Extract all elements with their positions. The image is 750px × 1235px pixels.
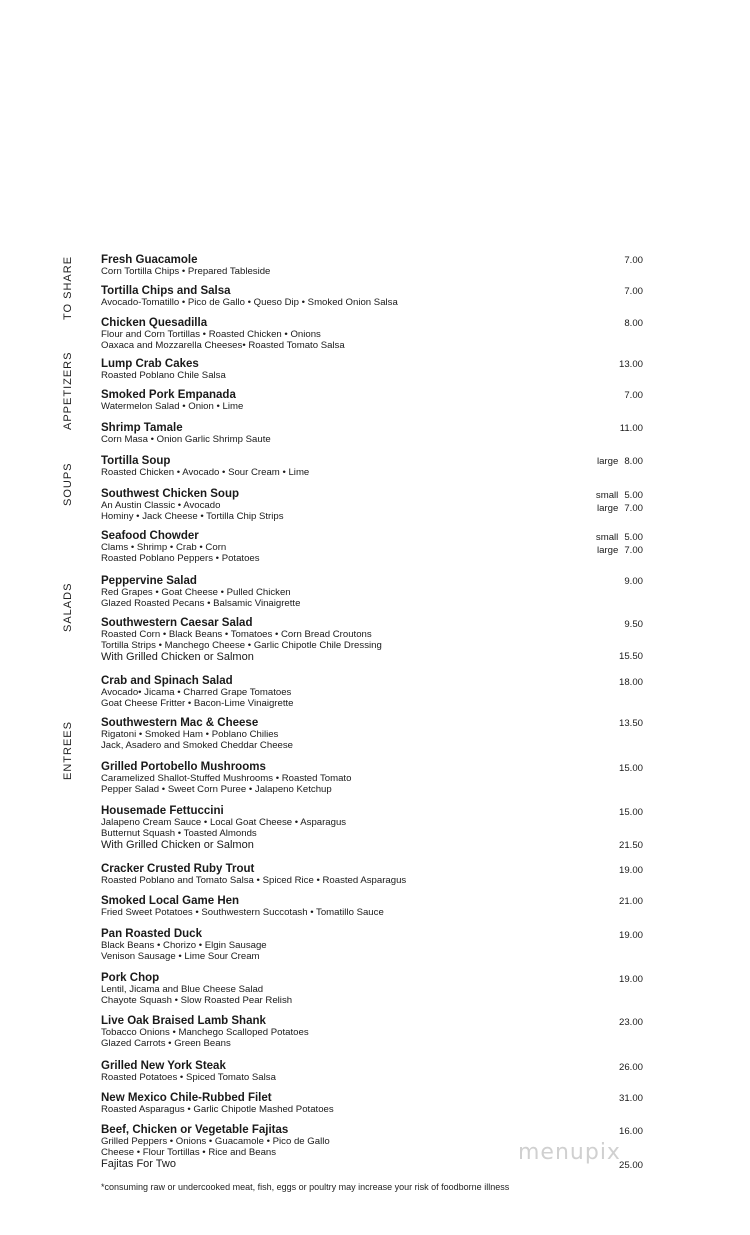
item-name: Smoked Local Game Hen bbox=[101, 895, 240, 907]
item-name: Live Oak Braised Lamb Shank bbox=[101, 1015, 266, 1027]
item-name: Crab and Spinach Salad bbox=[101, 675, 233, 687]
item-price: 19.00 bbox=[618, 974, 643, 985]
item-name: Shrimp Tamale bbox=[101, 422, 183, 434]
item-name: Grilled Portobello Mushrooms bbox=[101, 761, 266, 773]
item-desc: Rigatoni • Smoked Ham • Poblano Chilies bbox=[101, 729, 279, 740]
item-price: 7.00 bbox=[624, 503, 643, 514]
menu-item-tortilla-chips-and-salsa bbox=[101, 285, 643, 309]
item-desc: Roasted Poblano Peppers • Potatoes bbox=[101, 552, 260, 564]
item-name: Cracker Crusted Ruby Trout bbox=[101, 863, 255, 875]
menu-item-lamb-shank bbox=[101, 1015, 643, 1049]
size-label: large bbox=[596, 503, 619, 514]
menu-item-fresh-guacamole bbox=[101, 254, 643, 278]
item-price: 13.00 bbox=[618, 359, 643, 370]
item-desc: Corn Masa • Onion Garlic Shrimp Saute bbox=[101, 434, 271, 445]
item-desc: Avocado-Tomatillo • Pico de Gallo • Queso Dip • Smoked Onion Salsa bbox=[101, 297, 398, 308]
section-label-entrees: ENTREES bbox=[62, 721, 74, 780]
item-price: 7.00 bbox=[624, 390, 643, 401]
item-price: 18.00 bbox=[618, 677, 643, 688]
menu-item-crab-and-spinach-salad bbox=[101, 675, 643, 709]
item-desc: Roasted Corn • Black Beans • Tomatoes • Corn Bread Croutons bbox=[101, 629, 372, 640]
item-price: 8.00 bbox=[624, 456, 643, 467]
item-desc: Goat Cheese Fritter • Bacon-Lime Vinaigrette bbox=[101, 697, 294, 709]
menu-item-southwest-chicken-soup bbox=[101, 488, 643, 522]
item-price: 16.00 bbox=[618, 1126, 643, 1137]
item-price: 23.00 bbox=[618, 1017, 643, 1028]
item-desc: Flour and Corn Tortillas • Roasted Chicken • Onions bbox=[101, 329, 321, 340]
item-desc: Lentil, Jicama and Blue Cheese Salad bbox=[101, 984, 264, 995]
item-desc: Chayote Squash • Slow Roasted Pear Relish bbox=[101, 994, 293, 1006]
menu-item-shrimp-tamale bbox=[101, 422, 643, 446]
menu-item-chicken-quesadilla bbox=[101, 317, 643, 351]
item-name: Southwest Chicken Soup bbox=[101, 488, 240, 500]
item-price: 21.00 bbox=[618, 896, 643, 907]
item-price: 11.00 bbox=[619, 423, 643, 434]
size-label: large bbox=[596, 456, 619, 467]
item-desc: Pepper Salad • Sweet Corn Puree • Jalapeno Ketchup bbox=[101, 783, 332, 795]
item-name: Southwestern Caesar Salad bbox=[101, 617, 253, 629]
menu-item-pork-chop bbox=[101, 972, 643, 1006]
item-name: Grilled New York Steak bbox=[101, 1060, 226, 1072]
menu-item-tortilla-soup bbox=[101, 455, 643, 479]
item-price: 7.00 bbox=[624, 545, 643, 556]
size-label: large bbox=[596, 545, 619, 556]
item-price: 7.00 bbox=[624, 286, 643, 297]
item-desc: Roasted Potatoes • Spiced Tomato Salsa bbox=[101, 1072, 276, 1083]
menu-item-lump-crab-cakes bbox=[101, 358, 643, 382]
item-name: Chicken Quesadilla bbox=[101, 317, 208, 329]
item-price: 9.00 bbox=[624, 576, 643, 587]
item-price: 7.00 bbox=[624, 255, 643, 266]
item-price-row bbox=[596, 489, 643, 502]
menu-item-grilled-portobello bbox=[101, 761, 643, 795]
item-name: Southwestern Mac & Cheese bbox=[101, 717, 259, 729]
item-addon-price: 15.50 bbox=[618, 651, 643, 662]
item-price: 15.00 bbox=[618, 807, 643, 818]
section-label-appetizers: APPETIZERS bbox=[62, 351, 74, 430]
item-price-row bbox=[597, 502, 643, 515]
item-desc: Butternut Squash • Toasted Almonds bbox=[101, 827, 257, 839]
item-desc: Grilled Peppers • Onions • Guacamole • Pico de Gallo bbox=[101, 1136, 330, 1147]
item-addon-price: 25.00 bbox=[618, 1160, 643, 1171]
item-desc: Venison Sausage • Lime Sour Cream bbox=[101, 950, 260, 962]
menu-item-southwestern-caesar-salad bbox=[101, 617, 643, 663]
size-label: small bbox=[595, 532, 619, 543]
item-name: Lump Crab Cakes bbox=[101, 358, 199, 370]
item-name: Pan Roasted Duck bbox=[101, 928, 202, 940]
item-desc: Fried Sweet Potatoes • Southwestern Succotash • Tomatillo Sauce bbox=[101, 907, 384, 918]
item-desc: Jalapeno Cream Sauce • Local Goat Cheese • Asparagus bbox=[101, 817, 347, 828]
menu-item-chile-rubbed-filet bbox=[101, 1092, 643, 1116]
item-name: Pork Chop bbox=[101, 972, 160, 984]
item-addon: With Grilled Chicken or Salmon bbox=[101, 651, 254, 663]
item-desc: Tortilla Strips • Manchego Cheese • Garlic Chipotle Chile Dressing bbox=[101, 639, 382, 651]
item-name: Tortilla Chips and Salsa bbox=[101, 285, 231, 297]
item-desc: Watermelon Salad • Onion • Lime bbox=[101, 401, 244, 412]
menu-item-smoked-local-game-hen bbox=[101, 895, 643, 919]
menu-item-peppervine-salad bbox=[101, 575, 643, 609]
item-desc: Jack, Asadero and Smoked Cheddar Cheese bbox=[101, 739, 293, 751]
item-name: Housemade Fettuccini bbox=[101, 805, 224, 817]
item-name: New Mexico Chile-Rubbed Filet bbox=[101, 1092, 272, 1104]
item-name: Tortilla Soup bbox=[101, 455, 171, 467]
item-desc: Hominy • Jack Cheese • Tortilla Chip Strips bbox=[101, 510, 284, 522]
item-desc: Cheese • Flour Tortillas • Rice and Beans bbox=[101, 1146, 277, 1158]
item-addon: Fajitas For Two bbox=[101, 1158, 176, 1170]
size-label: small bbox=[595, 490, 619, 501]
item-desc: Glazed Carrots • Green Beans bbox=[101, 1037, 231, 1049]
item-price: 19.00 bbox=[618, 930, 643, 941]
menu-item-southwestern-mac-cheese bbox=[101, 717, 643, 751]
item-name: Fresh Guacamole bbox=[101, 254, 198, 266]
item-price: 15.00 bbox=[618, 763, 643, 774]
menu-item-grilled-new-york-steak bbox=[101, 1060, 643, 1084]
item-price: 13.50 bbox=[618, 718, 643, 729]
section-label-to-share: TO SHARE bbox=[62, 255, 74, 320]
menupix-watermark: menupix bbox=[518, 1140, 621, 1165]
item-desc: Avocado• Jicama • Charred Grape Tomatoes bbox=[101, 687, 292, 698]
item-addon: With Grilled Chicken or Salmon bbox=[101, 839, 254, 851]
item-name: Smoked Pork Empanada bbox=[101, 389, 236, 401]
item-price: 9.50 bbox=[624, 619, 643, 630]
item-desc: Red Grapes • Goat Cheese • Pulled Chicken bbox=[101, 587, 291, 598]
menu-item-housemade-fettuccini bbox=[101, 805, 643, 851]
menu-item-seafood-chowder bbox=[101, 530, 643, 564]
item-desc: Roasted Poblano and Tomato Salsa • Spiced Rice • Roasted Asparagus bbox=[101, 875, 407, 886]
menu-item-smoked-pork-empanada bbox=[101, 389, 643, 413]
item-name: Peppervine Salad bbox=[101, 575, 197, 587]
menu-item-pan-roasted-duck bbox=[101, 928, 643, 962]
item-name: Seafood Chowder bbox=[101, 530, 199, 542]
item-desc: Black Beans • Chorizo • Elgin Sausage bbox=[101, 940, 267, 951]
item-price: 31.00 bbox=[618, 1093, 643, 1104]
item-desc: Corn Tortilla Chips • Prepared Tableside bbox=[101, 266, 271, 277]
item-addon-price: 21.50 bbox=[618, 840, 643, 851]
item-name: Beef, Chicken or Vegetable Fajitas bbox=[101, 1124, 289, 1136]
item-desc: Roasted Poblano Chile Salsa bbox=[101, 370, 226, 381]
item-desc: An Austin Classic • Avocado bbox=[101, 500, 221, 511]
item-price: 5.00 bbox=[624, 532, 643, 543]
item-price: 8.00 bbox=[624, 318, 643, 329]
item-price: 5.00 bbox=[624, 490, 643, 501]
section-label-soups: SOUPS bbox=[62, 462, 74, 506]
item-desc: Glazed Roasted Pecans • Balsamic Vinaigrette bbox=[101, 597, 301, 609]
item-price: 26.00 bbox=[618, 1062, 643, 1073]
item-desc: Caramelized Shallot-Stuffed Mushrooms • Roasted Tomato bbox=[101, 773, 352, 784]
footnote: *consuming raw or undercooked meat, fish, eggs or poultry may increase your risk of foodborne illness bbox=[101, 1182, 510, 1192]
item-price-row bbox=[596, 531, 643, 544]
item-desc: Oaxaca and Mozzarella Cheeses• Roasted Tomato Salsa bbox=[101, 339, 345, 351]
item-price: 19.00 bbox=[618, 865, 643, 876]
section-label-salads: SALADS bbox=[62, 582, 74, 632]
item-desc: Roasted Chicken • Avocado • Sour Cream • Lime bbox=[101, 467, 310, 478]
item-desc: Tobacco Onions • Manchego Scalloped Potatoes bbox=[101, 1027, 309, 1038]
menu-item-cracker-crusted-ruby-trout bbox=[101, 863, 643, 887]
item-desc: Clams • Shrimp • Crab • Corn bbox=[101, 542, 227, 553]
item-desc: Roasted Asparagus • Garlic Chipotle Mashed Potatoes bbox=[101, 1104, 334, 1115]
item-price-row bbox=[597, 544, 643, 557]
item-price-row bbox=[597, 455, 643, 468]
